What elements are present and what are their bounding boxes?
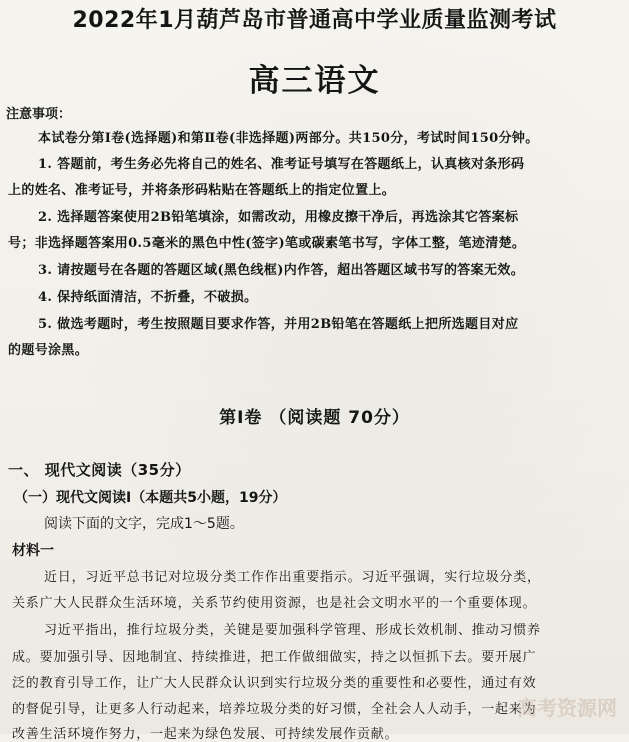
- section-heading: 第Ⅰ卷 （阅读题 70分）: [219, 408, 410, 428]
- subject-title: 高三语文: [248, 63, 381, 99]
- notice-heading: 注意事项：: [6, 107, 72, 122]
- passage-line: 成。要加强引导、因地制宜、持续推进，把工作做细做实，持之以恒抓下去。要开展广: [12, 650, 537, 665]
- watermark-text: 高考资源网: [517, 696, 617, 720]
- notice-line: 4. 保持纸面清洁，不折叠，不破损。: [38, 290, 258, 305]
- notice-line: 号；非选择题答案用0.5毫米的黑色中性(签字)笔或碳素笔书写，字体工整，笔迹清楚。: [8, 236, 526, 251]
- part-heading: 一、 现代文阅读（35分）: [8, 461, 191, 479]
- sub-heading: （一）现代文阅读Ⅰ（本题共5小题，19分）: [14, 490, 287, 506]
- passage-line: 的督促引导，让更多人行动起来，培养垃圾分类的好习惯，全社会人人动手，一起来为: [12, 702, 537, 717]
- material-heading: 材料一: [12, 543, 54, 559]
- reading-instruction: 阅读下面的文字，完成1～5题。: [44, 516, 244, 532]
- passage-line: 关系广大人民群众生活环境，关系节约使用资源，也是社会文明水平的一个重要体现。: [12, 596, 537, 611]
- passage-line: 习近平指出，推行垃圾分类，关键是要加强科学管理、形成长效机制、推动习惯养: [44, 623, 541, 638]
- notice-line: 本试卷分第Ⅰ卷(选择题)和第Ⅱ卷(非选择题)两部分。共150分，考试时间150分钟。: [38, 131, 539, 146]
- watermark-logo: [505, 688, 625, 728]
- notice-line: 5. 做选考题时，考生按照题目要求作答，并用2B铅笔在答题纸上把所选题目对应: [38, 317, 519, 332]
- notice-line: 3. 请按题号在各题的答题区域(黑色线框)内作答，超出答题区域书写的答案无效。: [38, 263, 525, 278]
- notice-line: 1. 答题前，考生务必先将自己的姓名、准考证号填写在答题纸上，认真核对条形码: [38, 157, 525, 172]
- notice-line: 的题号涂黑。: [8, 343, 89, 358]
- passage-line: 近日，习近平总书记对垃圾分类工作作出重要指示。习近平强调，实行垃圾分类，: [44, 570, 541, 585]
- passage-line: 改善生活环境作努力，一起来为绿色发展、可持续发展作贡献。: [12, 727, 399, 742]
- notice-line: 2. 选择题答案使用2B铅笔填涂，如需改动，用橡皮擦干净后，再选涂其它答案标: [38, 210, 519, 225]
- passage-line: 泛的教育引导工作，让广大人民群众认识到实行垃圾分类的重要性和必要性，通过有效: [12, 676, 537, 691]
- notice-line: 上的姓名、准考证号，并将条形码粘贴在答题纸上的指定位置上。: [8, 183, 396, 198]
- exam-title: 2022年1月葫芦岛市普通高中学业质量监测考试: [72, 8, 557, 33]
